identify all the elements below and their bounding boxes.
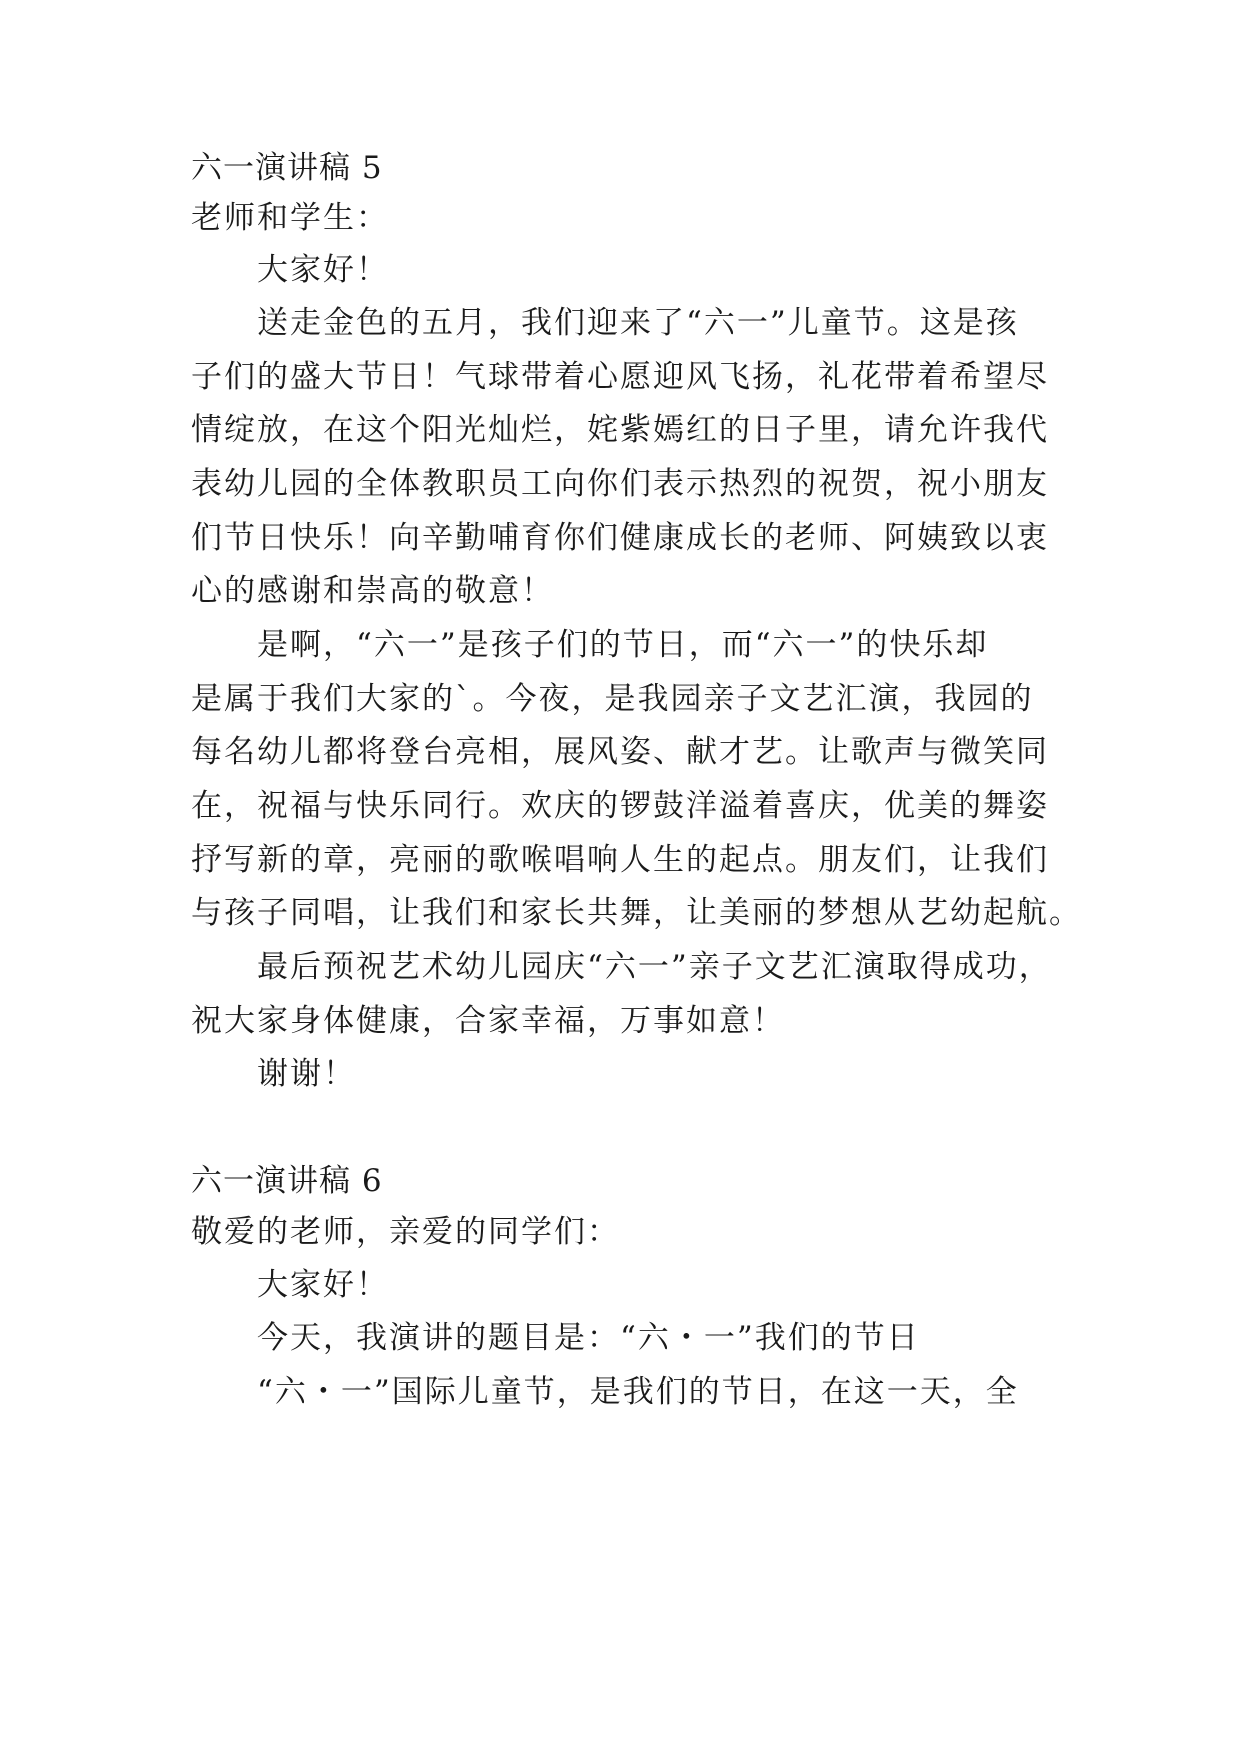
paragraph-line: 表幼儿园的全体教职员工向你们表示热烈的祝贺，祝小朋友 [191,466,1049,502]
paragraph-line: 每名幼儿都将登台亮相，展风姿、献才艺。让歌声与微笑同 [191,734,1049,770]
paragraph-line: 心的感谢和崇高的敬意！ [191,573,554,609]
paragraph-line: 在，祝福与快乐同行。欢庆的锣鼓洋溢着喜庆，优美的舞姿 [191,788,1049,824]
section-title: 六一演讲稿 6 [191,1163,383,1199]
paragraph-line: 送走金色的五月，我们迎来了“六一”儿童节。这是孩 [257,305,1019,341]
paragraph-line: 子们的盛大节日！气球带着心愿迎风飞扬，礼花带着希望尽 [191,359,1049,395]
paragraph-line: 是啊，“六一”是孩子们的节日，而“六一”的快乐却 [257,627,989,663]
greeting: 大家好！ [257,252,389,288]
greeting: 大家好！ [257,1267,389,1303]
paragraph-line: 今天，我演讲的题目是：“六・一”我们的节日 [257,1320,920,1356]
paragraph-line: 情绽放，在这个阳光灿烂，姹紫嫣红的日子里，请允许我代 [191,412,1049,448]
paragraph-line: 最后预祝艺术幼儿园庆“六一”亲子文艺汇演取得成功， [257,949,1052,985]
paragraph-line: 是属于我们大家的`。今夜，是我园亲子文艺汇演，我园的 [191,681,1034,717]
paragraph-line: 抒写新的章，亮丽的歌喉唱响人生的起点。朋友们，让我们 [191,842,1049,878]
paragraph-line: “六・一”国际儿童节，是我们的节日，在这一天，全 [257,1374,1019,1410]
paragraph-line: 们节日快乐！向辛勤哺育你们健康成长的老师、阿姨致以衷 [191,520,1049,556]
salutation: 敬爱的老师，亲爱的同学们： [191,1214,620,1250]
salutation: 老师和学生： [191,200,389,236]
closing: 谢谢！ [257,1056,356,1092]
section-title: 六一演讲稿 5 [191,150,383,186]
paragraph-line: 祝大家身体健康，合家幸福，万事如意！ [191,1003,785,1039]
paragraph-line: 与孩子同唱，让我们和家长共舞，让美丽的梦想从艺幼起航。 [191,895,1082,931]
